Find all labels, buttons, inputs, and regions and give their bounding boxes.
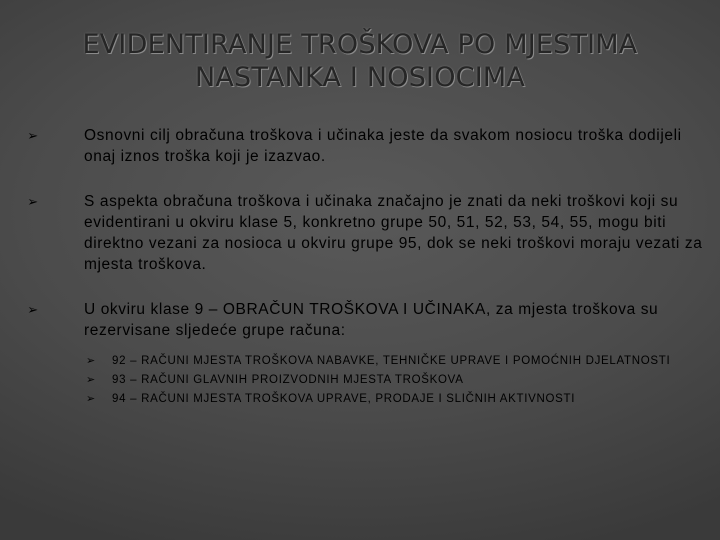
sub-bullet-text: 93 – RAČUNI GLAVNIH PROIZVODNIH MJESTA TROŠKOVA bbox=[112, 374, 464, 386]
slide-title bbox=[60, 28, 660, 94]
sub-bullet-item-2 bbox=[86, 372, 704, 388]
sub-bullet-item-1 bbox=[86, 353, 704, 369]
arrow-bullet-icon: ➢ bbox=[86, 355, 96, 367]
sub-bullet-item-3 bbox=[86, 391, 704, 407]
arrow-bullet-icon: ➢ bbox=[27, 302, 39, 317]
bullet-item-text: U okviru klase 9 – OBRAČUN TROŠKOVA I UČINAKA, za mjesta troškova su rezervisane sljedeće grupe računa: bbox=[84, 301, 659, 339]
slide-title-line-1: EVIDENTIRANJE TROŠKOVA PO MJESTIMA bbox=[82, 29, 638, 60]
arrow-bullet-icon: ➢ bbox=[27, 194, 39, 209]
bullet-list bbox=[27, 125, 704, 431]
slide-title-line-2: NASTANKA I NOSIOCIMA bbox=[194, 62, 526, 93]
bullet-item-2 bbox=[27, 191, 704, 275]
arrow-bullet-icon: ➢ bbox=[86, 393, 96, 405]
bullet-item-text: S aspekta obračuna troškova i učinaka značajno je znati da neki troškovi koji su evidentirani u okviru klase 5, konkretno grupe 50, 51, 52, 53, 54, 55, mogu biti direktno vezani za nosioca u okviru grupe 95, dok se neki troškovi moraju vezati za mjesta troškova. bbox=[84, 193, 703, 273]
sub-bullet-text: 94 – RAČUNI MJESTA TROŠKOVA UPRAVE, PRODAJE I SLIČNIH AKTIVNOSTI bbox=[112, 393, 576, 405]
arrow-bullet-icon: ➢ bbox=[27, 128, 39, 143]
arrow-bullet-icon: ➢ bbox=[86, 374, 96, 386]
sub-bullet-text: 92 – RAČUNI MJESTA TROŠKOVA NABAVKE, TEHNIČKE UPRAVE I POMOĆNIH DJELATNOSTI bbox=[112, 355, 671, 367]
sub-bullet-list bbox=[84, 353, 704, 407]
bullet-item-text: Osnovni cilj obračuna troškova i učinaka jeste da svakom nosiocu troška dodijeli onaj iznos troška koji je izazvao. bbox=[84, 127, 682, 165]
bullet-item-1 bbox=[27, 125, 704, 167]
bullet-item-3 bbox=[27, 299, 704, 407]
